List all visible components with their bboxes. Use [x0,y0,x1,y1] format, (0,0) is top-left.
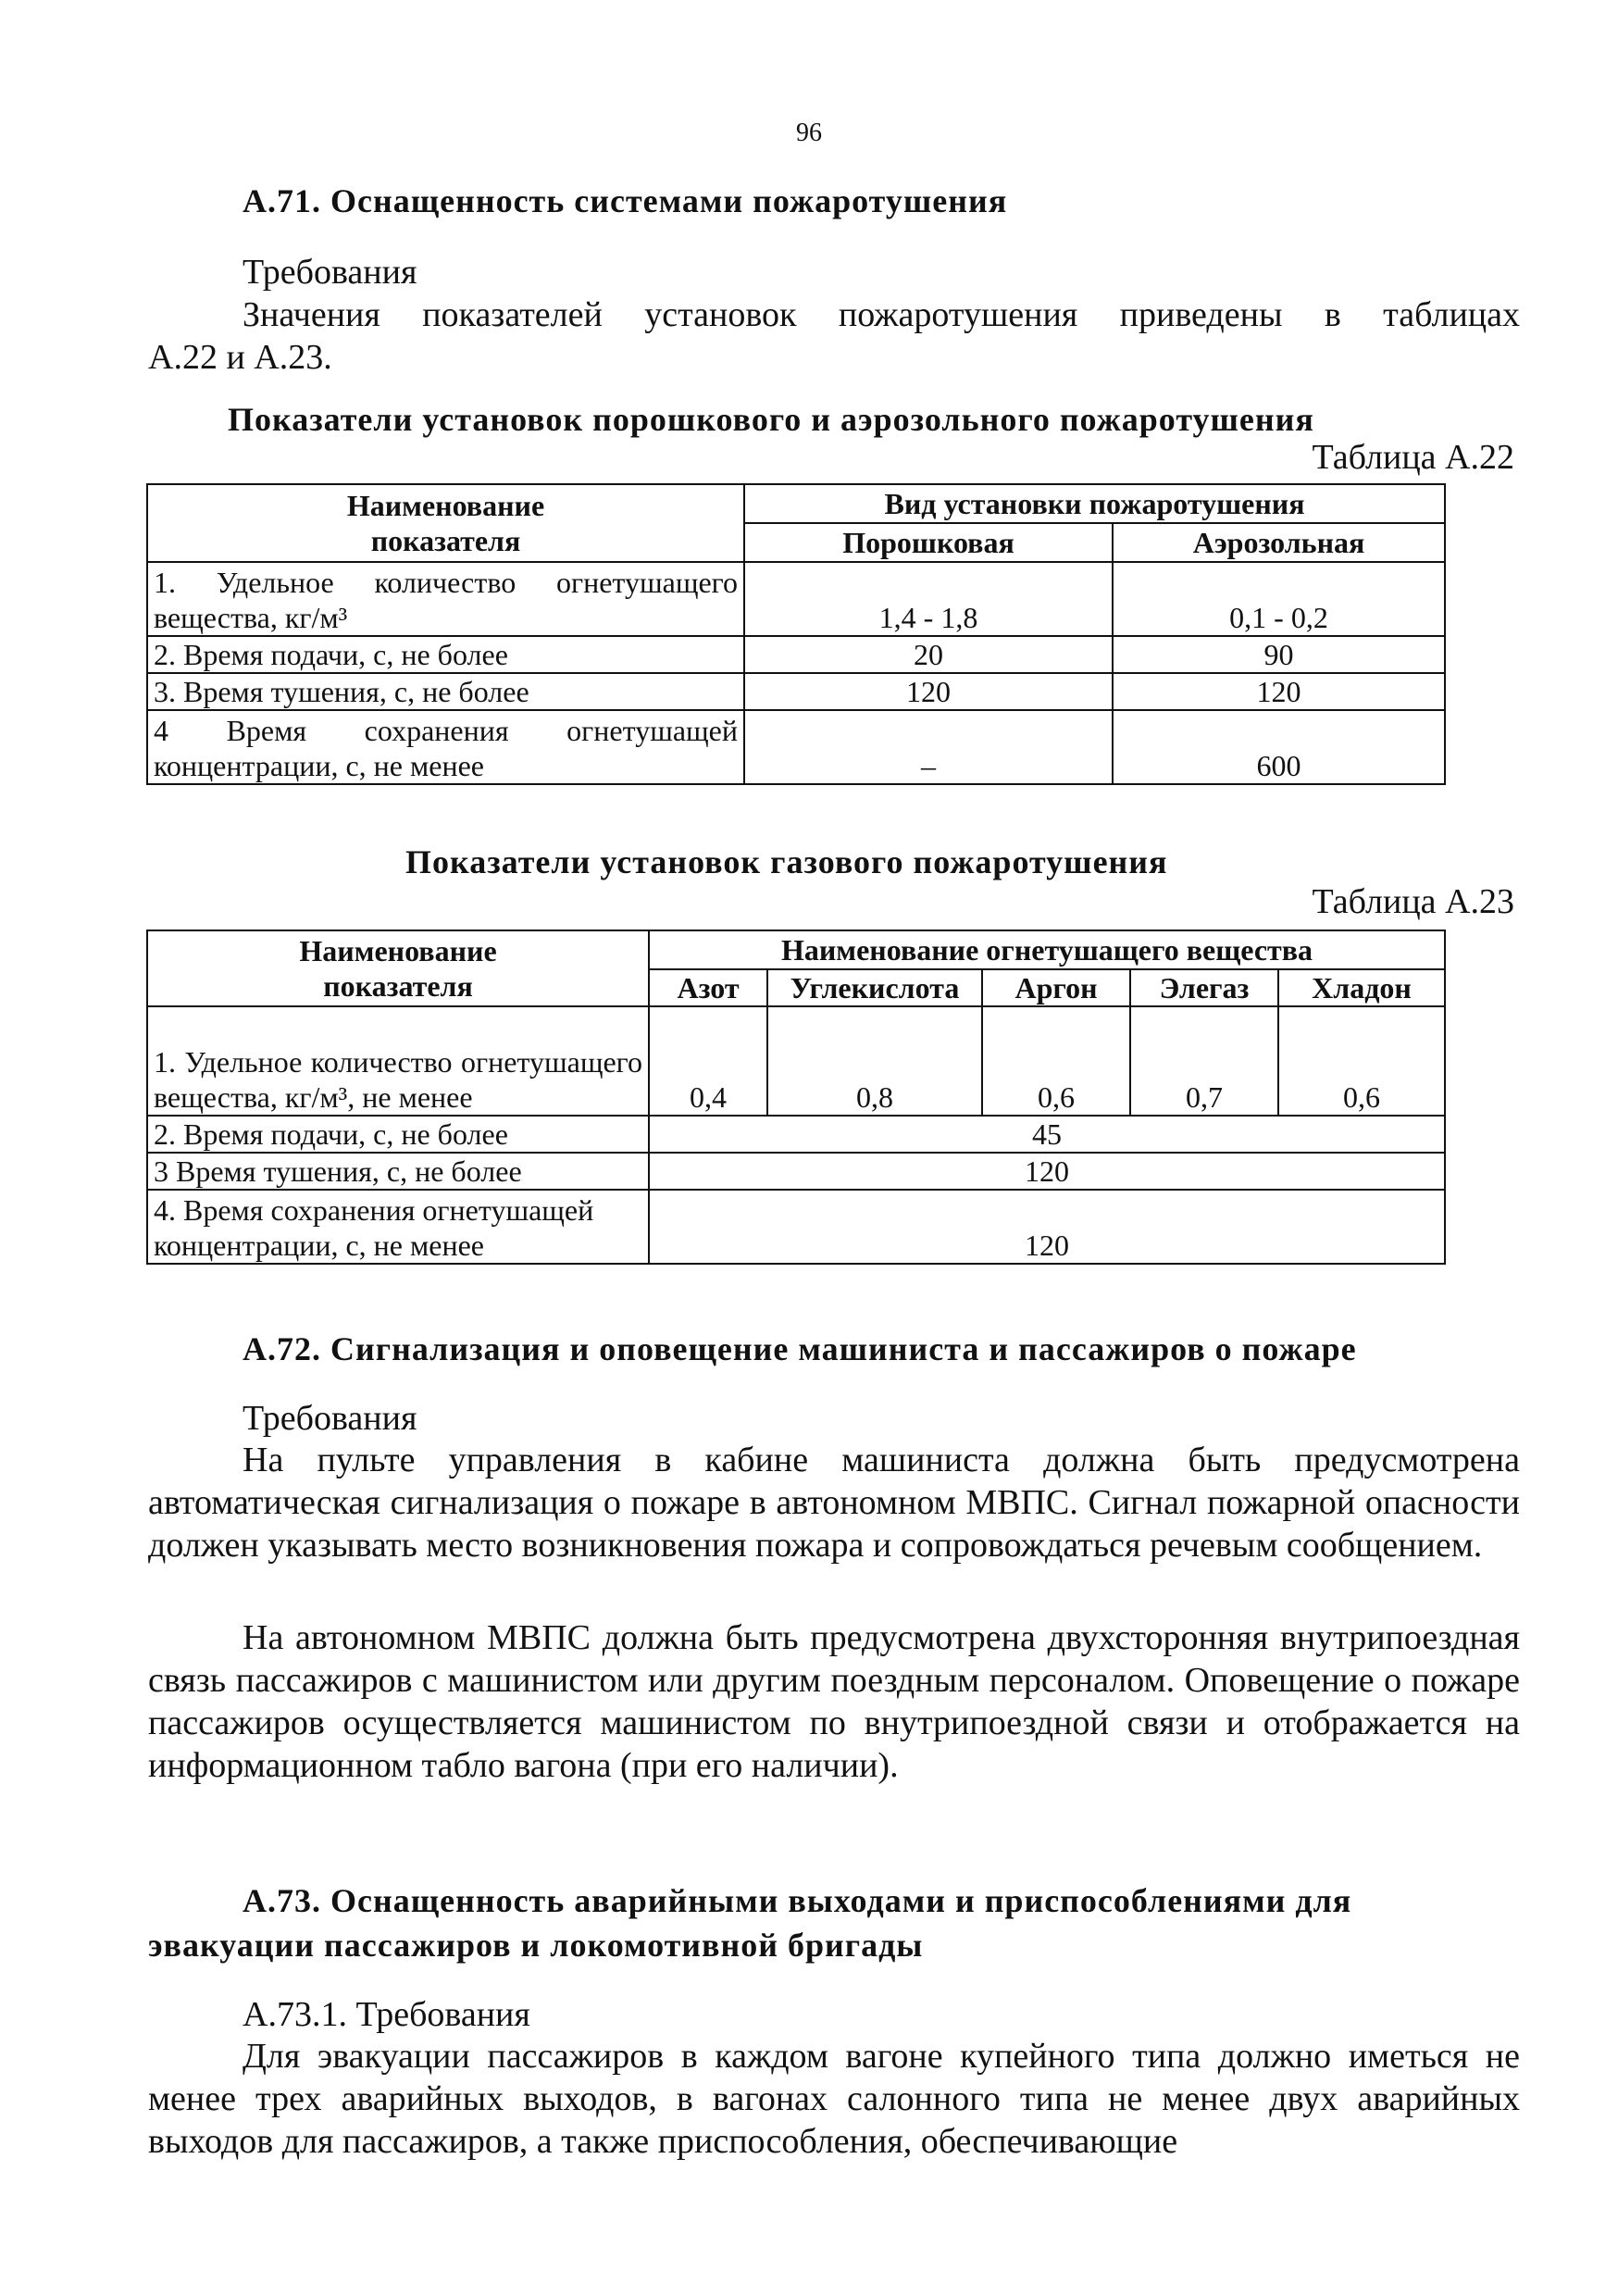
section-73-title-line1: А.73. Оснащенность аварийными выходами и приспособлениями для [243,1882,1352,1919]
table-22-row3-aerosol: 120 [1113,673,1445,710]
table-22-header-name-line2: показателя [370,524,521,557]
table-23-header-group: Наименование огнетушащего вещества [649,930,1445,969]
table-22 [146,483,1446,785]
table-22-row4-aerosol: 600 [1113,710,1445,784]
table-row [147,636,1445,673]
section-72-requirements: Требования [243,1399,417,1438]
section-73-requirements: А.73.1. Требования [243,1995,530,2034]
table-23-header-name [147,930,649,1006]
table-22-row4-powder: – [744,710,1113,784]
section-72-paragraph-2: На автономном МВПС должна быть предусмотрена двухсторонняя внутрипоездная связь пассажиров с машинистом или другим поездным персоналом. Оповещение о пожаре пассажиров осуществляется машинистом по внутрипоездной связи и отображается на информационном табло вагона (при его наличии). [148,1618,1520,1785]
table-23-header-name-line1: Наименование [299,934,497,967]
table-23-row1-nitrogen: 0,4 [649,1006,767,1116]
table-22-row4-name: 4 Время сохранения огнетушащей концентрации, с, не менее [147,710,744,784]
section-72-title: А.72. Сигнализация и оповещение машиниста и пассажиров о пожаре [243,1330,1357,1367]
table-23-row4-value: 120 [649,1190,1445,1264]
table-22-header-group: Вид установки пожаротушения [744,484,1445,523]
table-23-row3-value: 120 [649,1153,1445,1190]
table-22-col-powder: Порошковая [744,523,1113,562]
table-23 [146,930,1446,1265]
table-23-caption: Показатели установок газового пожаротушения [405,843,1168,880]
section-71-requirements: Требования [243,253,417,292]
table-22-caption: Показатели установок порошкового и аэрозольного пожаротушения [228,401,1314,438]
table-23-row1-argon: 0,6 [982,1006,1130,1116]
section-71-title: А.71. Оснащенность системами пожаротушения [243,182,1008,219]
table-22-row1-name: 1. Удельное количество огнетушащего вещества, кг/м³ [147,562,744,636]
table-row [147,562,1445,636]
table-row [147,1006,1445,1116]
table-row [147,710,1445,784]
table-23-col-elegaz: Элегаз [1130,969,1278,1006]
table-23-row2-value: 45 [649,1116,1445,1153]
table-23-row2-name: 2. Время подачи, с, не более [147,1116,649,1153]
table-22-row3-powder: 120 [744,673,1113,710]
table-23-row1-co2: 0,8 [767,1006,982,1116]
table-row [147,673,1445,710]
table-22-row3-name: 3. Время тушения, с, не более [147,673,744,710]
table-23-header-name-line2: показателя [323,969,473,1003]
table-23-col-hladon: Хладон [1278,969,1445,1006]
table-22-header-name [147,484,744,562]
table-22-row1-powder: 1,4 - 1,8 [744,562,1113,636]
table-22-row1-aerosol: 0,1 - 0,2 [1113,562,1445,636]
section-71-text-line1: Значения показателей установок пожаротушения приведены в таблицах [243,295,1520,334]
page-number: 96 [796,119,822,147]
section-71-text-line2: А.22 и А.23. [148,338,332,377]
table-22-row2-name: 2. Время подачи, с, не более [147,636,744,673]
table-row [147,1190,1445,1264]
table-23-col-nitrogen: Азот [649,969,767,1006]
table-row [147,1153,1445,1190]
section-72-paragraph-1: На пульте управления в кабине машиниста должна быть предусмотрена автоматическая сигнализация о пожаре в автономном МВПС. Сигнал пожарной опасности должен указывать место возникновения пожара и сопровождаться речевым сообщением. [148,1441,1520,1565]
table-23-row3-name: 3 Время тушения, с, не более [147,1153,649,1190]
table-23-col-co2: Углекислота [767,969,982,1006]
table-23-number: Таблица А.23 [1312,882,1514,921]
table-23-row1-elegaz: 0,7 [1130,1006,1278,1116]
table-23-row1-name: 1. Удельное количество огнетушащего вещества, кг/м³, не менее [147,1006,649,1116]
table-23-row4-name: 4. Время сохранения огнетушащей концентрации, с, не менее [147,1190,649,1264]
table-22-number: Таблица А.22 [1312,438,1514,477]
table-23-row1-hladon: 0,6 [1278,1006,1445,1116]
table-23-col-argon: Аргон [982,969,1130,1006]
table-22-header-name-line1: Наименование [346,489,545,522]
table-22-col-aerosol: Аэрозольная [1113,523,1445,562]
table-22-row2-powder: 20 [744,636,1113,673]
section-73-title-line2: эвакуации пассажиров и локомотивной бригады [148,1927,924,1964]
table-row [147,1116,1445,1153]
table-22-row2-aerosol: 90 [1113,636,1445,673]
section-73-paragraph-1: Для эвакуации пассажиров в каждом вагоне купейного типа должно иметься не менее трех аварийных выходов, в вагонах салонного типа не менее двух аварийных выходов для пассажиров, а также приспособления, обеспечивающие [148,2037,1520,2161]
